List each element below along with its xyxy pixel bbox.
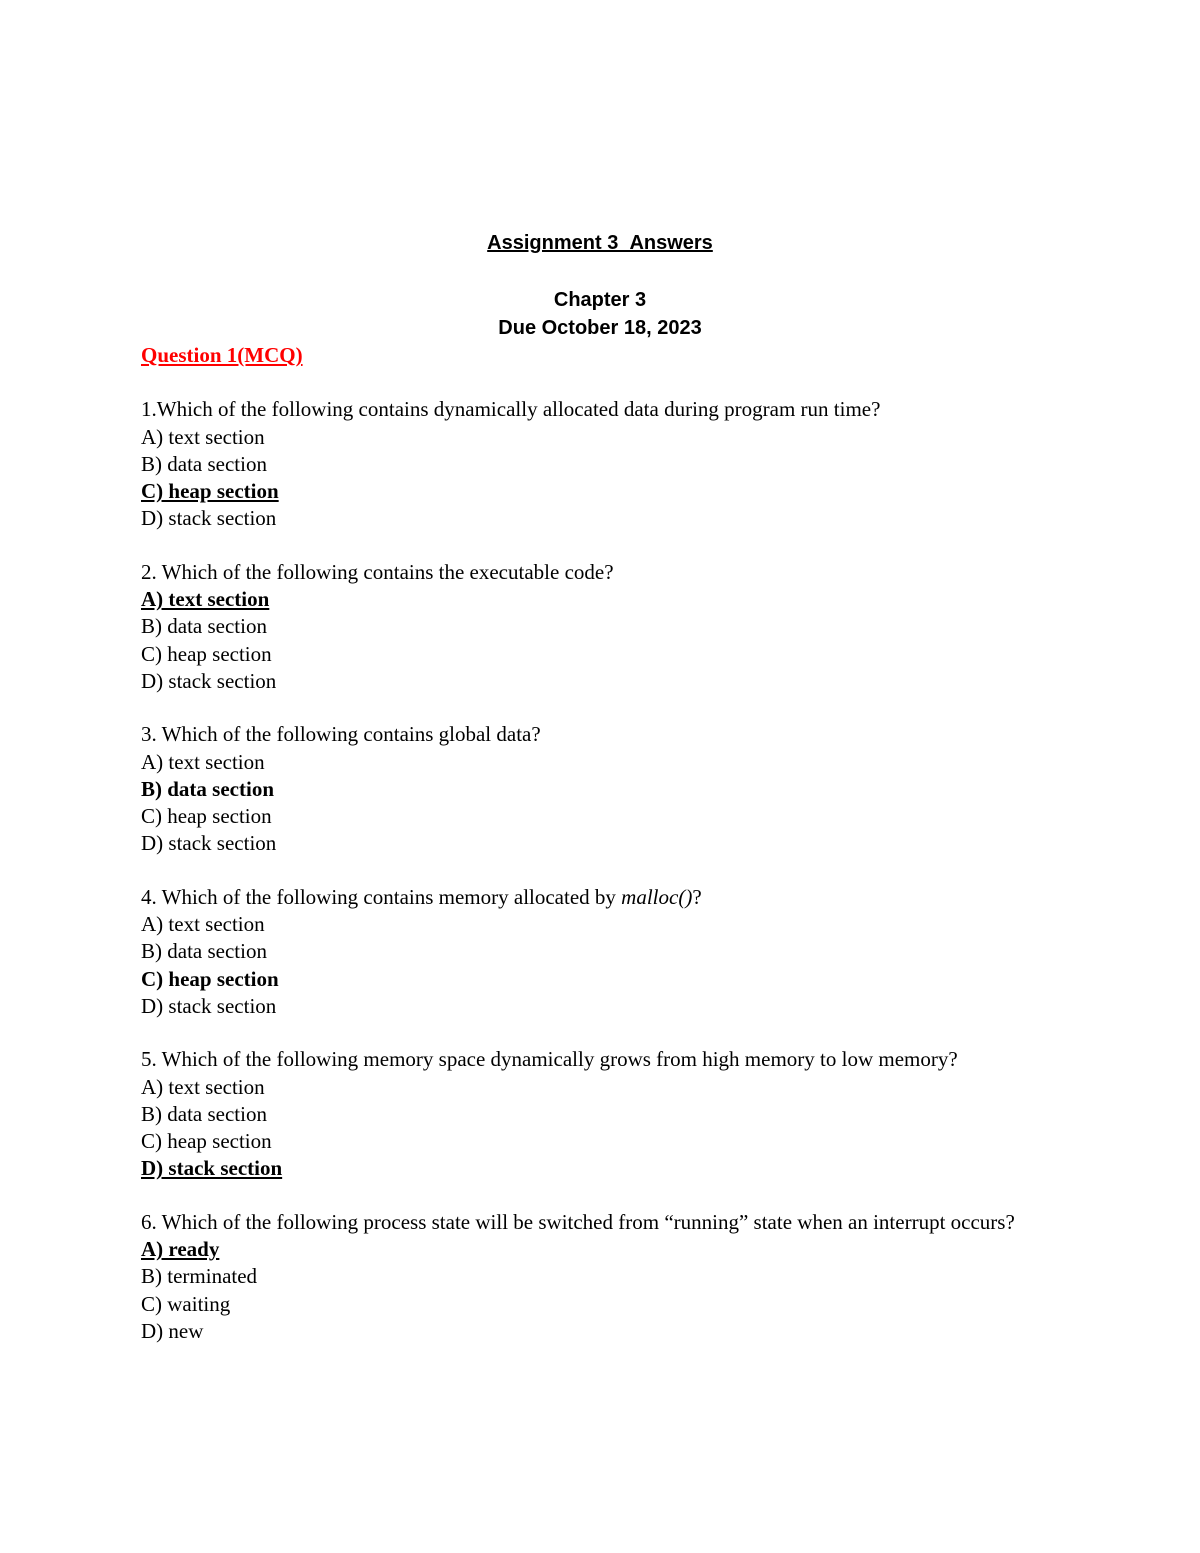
option-c: C) heap section	[141, 641, 272, 666]
question-text: 1.Which of the following contains dynamically allocated data during program run time?	[141, 397, 881, 422]
question-text-code: malloc()	[621, 884, 693, 909]
option-d-correct: D) stack section	[141, 1156, 283, 1181]
option-b: B) data section	[141, 451, 267, 476]
question-text-before: 4. Which of the following contains memory allocated by	[141, 884, 622, 909]
question-text: 6. Which of the following process state will be switched from “running” state when an interrupt occurs?	[141, 1209, 1015, 1234]
question-text: 2. Which of the following contains the executable code?	[141, 559, 614, 584]
chapter-label: Chapter 3	[553, 289, 647, 311]
question-text	[141, 884, 1071, 911]
question-3	[141, 721, 1071, 857]
option-d: D) stack section	[141, 831, 277, 856]
option-d: D) stack section	[141, 668, 277, 693]
document-title: Assignment 3_Answers	[487, 232, 713, 254]
option-b: B) data section	[141, 939, 267, 964]
option-b: B) terminated	[141, 1264, 258, 1289]
option-c: C) waiting	[141, 1291, 231, 1316]
document-body	[141, 342, 1071, 1371]
option-a: A) text section	[141, 424, 265, 449]
option-d: D) stack section	[141, 993, 277, 1018]
question-text: 3. Which of the following contains global data?	[141, 722, 541, 747]
option-c-correct: C) heap section	[141, 479, 279, 504]
option-b-correct: B) data section	[141, 776, 274, 801]
section-heading: Question 1(MCQ)	[141, 343, 303, 367]
question-1	[141, 396, 1071, 532]
question-4	[141, 884, 1071, 1020]
question-6	[141, 1209, 1071, 1345]
option-a-correct: A) ready	[141, 1237, 220, 1262]
question-5	[141, 1046, 1071, 1182]
option-d: D) new	[141, 1318, 204, 1343]
option-b: B) data section	[141, 614, 267, 639]
option-c: C) heap section	[141, 804, 272, 829]
due-date: Due October 18, 2023	[498, 317, 702, 339]
option-a: A) text section	[141, 1074, 265, 1099]
option-a-correct: A) text section	[141, 587, 270, 612]
option-a: A) text section	[141, 912, 265, 937]
question-text: 5. Which of the following memory space dynamically grows from high memory to low memory?	[141, 1047, 958, 1072]
option-c-correct: C) heap section	[141, 966, 279, 991]
question-text-after: ?	[692, 884, 702, 909]
option-d: D) stack section	[141, 506, 277, 531]
question-2	[141, 559, 1071, 695]
option-a: A) text section	[141, 749, 265, 774]
option-c: C) heap section	[141, 1129, 272, 1154]
option-b: B) data section	[141, 1101, 267, 1126]
